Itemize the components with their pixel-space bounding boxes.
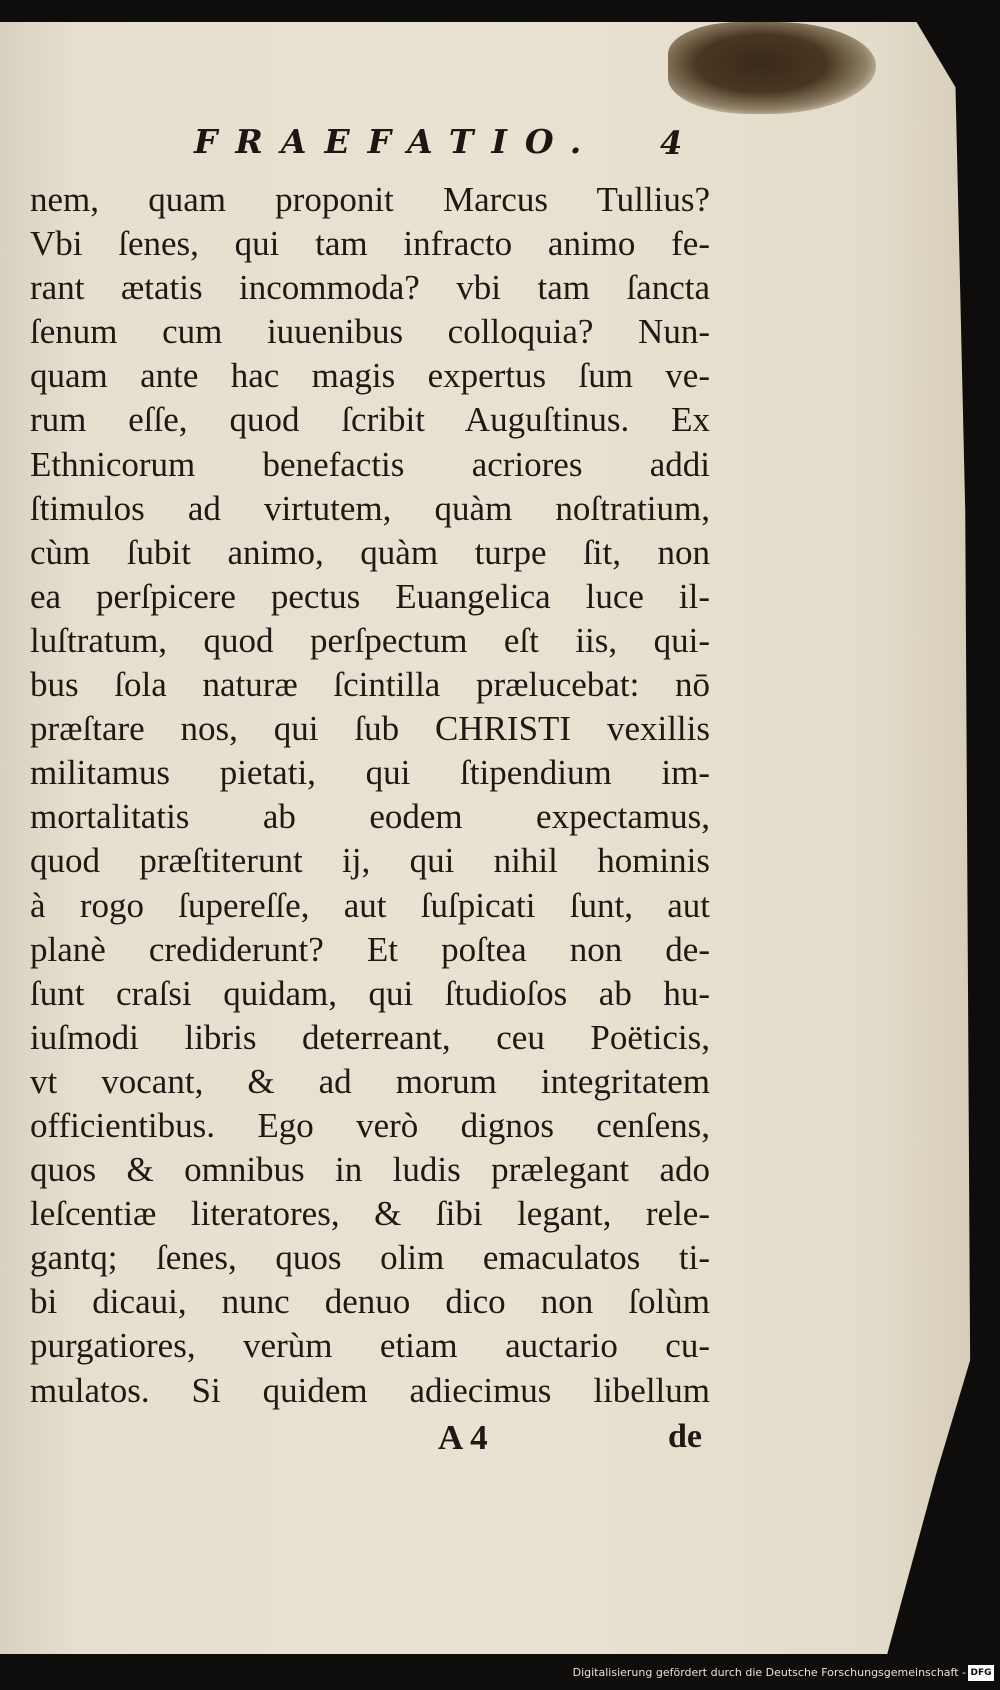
text-line: iuſmodi libris deterreant, ceu Poëticis, xyxy=(30,1017,710,1057)
running-head: FRAEFATIO. xyxy=(194,122,600,161)
digitization-credit: Digitalisierung gefördert durch die Deutsche Forschungsgemeinschaft - xyxy=(572,1666,966,1679)
text-line: mulatos. Si quidem adiecimus libellum xyxy=(30,1370,710,1410)
text-line: leſcentiæ literatores, & ſibi legant, rele- xyxy=(30,1194,710,1234)
text-line: planè crediderunt? Et poſtea non de- xyxy=(30,929,710,969)
text-line: officientibus. Ego verò dignos cenſens, xyxy=(30,1105,710,1145)
text-line: ſtimulos ad virtutem, quàm noſtratium, xyxy=(30,488,710,528)
text-line: ea perſpicere pectus Euangelica luce il- xyxy=(30,576,710,616)
text-line: Vbi ſenes, qui tam infracto animo fe- xyxy=(30,224,710,264)
text-line: purgatiores, verùm etiam auctario cu- xyxy=(30,1326,710,1366)
text-line: rant ætatis incommoda? vbi tam ſancta xyxy=(30,268,710,308)
text-line: cùm ſubit animo, quàm turpe ſit, non xyxy=(30,532,710,572)
text-line: rum eſſe, quod ſcribit Auguſtinus. Ex xyxy=(30,400,710,440)
text-line: luſtratum, quod perſpectum eſt iis, qui- xyxy=(30,620,710,660)
scan-border-top xyxy=(0,0,1000,22)
folio-number: 4 xyxy=(660,124,683,162)
text-line: Ethnicorum benefactis acriores addi xyxy=(30,444,710,484)
text-line: quos & omnibus in ludis prælegant ado xyxy=(30,1150,710,1190)
text-line: vt vocant, & ad morum integritatem xyxy=(30,1061,710,1101)
text-line: bi dicaui, nunc denuo dico non ſolùm xyxy=(30,1282,710,1322)
catchword: de xyxy=(668,1418,702,1455)
footer-bar xyxy=(0,1658,1000,1690)
text-line: bus ſola naturæ ſcintilla prælucebat: nō xyxy=(30,665,710,705)
text-line: gantq; ſenes, quos olim emaculatos ti- xyxy=(30,1238,710,1278)
text-line: quam ante hac magis expertus ſum ve- xyxy=(30,356,710,396)
text-line: ſenum cum iuuenibus colloquia? Nun- xyxy=(30,312,710,352)
text-line: nem, quam proponit Marcus Tullius? xyxy=(30,180,710,219)
signature-mark: A 4 xyxy=(438,1418,488,1457)
text-line: quod præſtiterunt ij, qui nihil hominis xyxy=(30,841,710,881)
text-line: militamus pietati, qui ſtipendium im- xyxy=(30,753,710,793)
body-text xyxy=(30,178,710,1413)
text-line: ſunt craſsi quidam, qui ſtudioſos ab hu- xyxy=(30,973,710,1013)
text-line: mortalitatis ab eodem expectamus, xyxy=(30,797,710,837)
text-line: præſtare nos, qui ſub CHRISTI vexillis xyxy=(30,709,710,749)
dfg-logo: DFG xyxy=(968,1665,994,1681)
text-line: à rogo ſupereſſe, aut ſuſpicati ſunt, aut xyxy=(30,885,710,925)
